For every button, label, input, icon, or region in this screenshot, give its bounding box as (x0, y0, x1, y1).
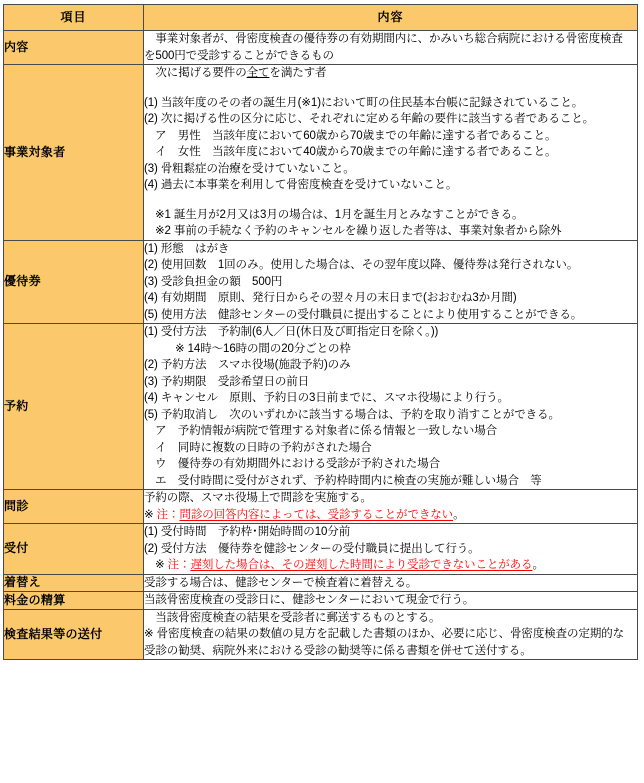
text-line: 受診する場合は、健診センターで検査着に着替える。 (144, 576, 418, 589)
row-content-yuutaiken (144, 240, 638, 324)
row-label-monshin: 問診 (4, 490, 144, 524)
text-line: 事業対象者が、骨密度検査の優待券の有効期間内に、かみいち総合病院における骨密度検査 (144, 33, 623, 45)
caution-line (144, 507, 637, 524)
text-line: 当該骨密度検査の結果を受診者に郵送するものとする。 (144, 611, 441, 624)
caution-text: 遅刻した場合は、その遅刻した時間により受診できないことがある (190, 559, 533, 571)
spacer (144, 82, 637, 95)
row-label-kensa-kekka-soufu: 検査結果等の送付 (4, 609, 144, 660)
caution-label: 注： (167, 559, 191, 571)
text-line: イ 女性 当該年度において40歳から70歳までの年齢に達する者であること。 (155, 146, 557, 158)
text-line: (2) 次に掲げる性の区分に応じ、それぞれに定める年齢の要件に該当する者であること。 (144, 113, 595, 125)
document-sheet (0, 4, 644, 783)
lead-suffix: を満たす者 (269, 67, 327, 79)
text-line: イ 同時に複数の日時の予約がされた場合 (155, 441, 372, 454)
row-content-kensa-kekka-soufu (144, 609, 638, 660)
note-mark: ※ (155, 559, 168, 571)
caution-line (144, 557, 637, 574)
table-row (4, 592, 638, 610)
lead-emphasis: 全て (246, 67, 270, 79)
row-content-kigae (144, 574, 638, 592)
text-line: (4) 有効期間 原則、発行日からその翌々月の末日まで(おおむね3か月間) (144, 292, 517, 304)
row-content-naiyou (144, 31, 638, 65)
text-line: (3) 受診負担金の額 500円 (144, 275, 283, 288)
column-header-item: 項目 (4, 5, 144, 31)
caution-tail: 。 (532, 559, 544, 571)
lead-text-line (144, 65, 637, 82)
text-line: 当該骨密度検査の受診日に、健診センターにおいて現金で行う。 (144, 594, 475, 606)
row-content-jigyou-taishousha (144, 65, 638, 241)
note-line: ※2 事前の手続なく予約のキャンセルを繰り返した者等は、事業対象者から除外 (155, 225, 562, 237)
text-line: エ 受付時間に受付がされず、予約枠時間内に検査の実施が難しい場合 等 (155, 474, 542, 487)
row-label-jigyou-taishousha: 事業対象者 (4, 65, 144, 241)
text-line: (4) 過去に本事業を利用して骨密度検査を受けていないこと。 (144, 179, 458, 191)
note-line: ※1 誕生月が2月又は3月の場合は、1月を誕生月とみなすことができる。 (155, 208, 524, 221)
text-line: ※ 14時～16時の間の20分ごとの枠 (175, 342, 351, 355)
row-label-uketsuke: 受付 (4, 524, 144, 575)
row-content-uketsuke (144, 524, 638, 575)
row-label-kigae: 着替え (4, 574, 144, 592)
row-label-yuutaiken: 優待券 (4, 240, 144, 324)
row-content-ryoukin-seisan (144, 592, 638, 610)
spacer (144, 194, 637, 207)
row-label-naiyou: 内容 (4, 31, 144, 65)
row-label-yoyaku: 予約 (4, 324, 144, 490)
row-content-monshin (144, 490, 638, 524)
table-row (4, 31, 638, 65)
text-line: (5) 使用方法 健診センターの受付職員に提出することにより使用することができる。 (144, 308, 583, 321)
text-line: 受診の勧奨、病院外来における受診の勧奨等に係る書類を併せて送付する。 (144, 644, 532, 657)
text-line: ア 予約情報が病院で管理する対象者に係る情報と一致しない場合 (155, 425, 497, 437)
text-line: (2) 受付方法 優待券を健診センターの受付職員に提出して行う。 (144, 542, 480, 555)
text-line: を500円で受診することができるもの (144, 49, 334, 62)
text-line: (4) キャンセル 原則、予約日の3日前までに、スマホ役場により行う。 (144, 392, 509, 404)
text-line: ※ 骨密度検査の結果の数値の見方を記載した書類のほか、必要に応じ、骨密度検査の定期的な (144, 628, 625, 640)
text-line: (1) 受付時間 予約枠･開始時間の10分前 (144, 526, 351, 538)
text-line: 予約の際、スマホ役場上で問診を実施する。 (144, 492, 372, 504)
row-content-yoyaku (144, 324, 638, 490)
table-row (4, 524, 638, 575)
caution-tail: 。 (453, 508, 465, 521)
text-line: (1) 当該年度のその者の誕生月(※1)において町の住民基本台帳に記録されていること。 (144, 96, 584, 109)
note-mark: ※ (144, 508, 157, 521)
caution-label: 注： (156, 508, 180, 521)
table-row (4, 65, 638, 241)
table-row (4, 490, 638, 524)
text-line: (3) 予約期限 受診希望日の前日 (144, 375, 310, 388)
lead-prefix: 次に掲げる要件の (144, 67, 247, 79)
text-line: (3) 骨粗鬆症の治療を受けていないこと。 (144, 162, 355, 175)
text-line: ア 男性 当該年度において60歳から70歳までの年齢に達する者であること。 (155, 129, 557, 142)
table-row (4, 609, 638, 660)
text-line: (2) 予約方法 スマホ役場(施設予約)のみ (144, 359, 351, 371)
table-row (4, 324, 638, 490)
text-line: (2) 使用回数 1回のみ。使用した場合は、その翌年度以降、優待券は発行されない。 (144, 259, 579, 271)
text-line: ウ 優待券の有効期間外における受診が予約された場合 (155, 458, 440, 470)
text-line: (1) 受付方法 予約制(6人／日(休日及び町指定日を除く。)) (144, 326, 439, 338)
caution-text: 問診の回答内容によっては、受診することができない (179, 508, 454, 521)
table-row (4, 240, 638, 324)
row-label-ryoukin-seisan: 料金の精算 (4, 592, 144, 610)
column-header-content: 内容 (144, 5, 638, 31)
table-header-row (4, 5, 638, 31)
text-line: (1) 形態 はがき (144, 242, 230, 255)
program-specification-table (3, 4, 638, 660)
text-line: (5) 予約取消し 次のいずれかに該当する場合は、予約を取り消すことができる。 (144, 408, 560, 421)
table-row (4, 574, 638, 592)
